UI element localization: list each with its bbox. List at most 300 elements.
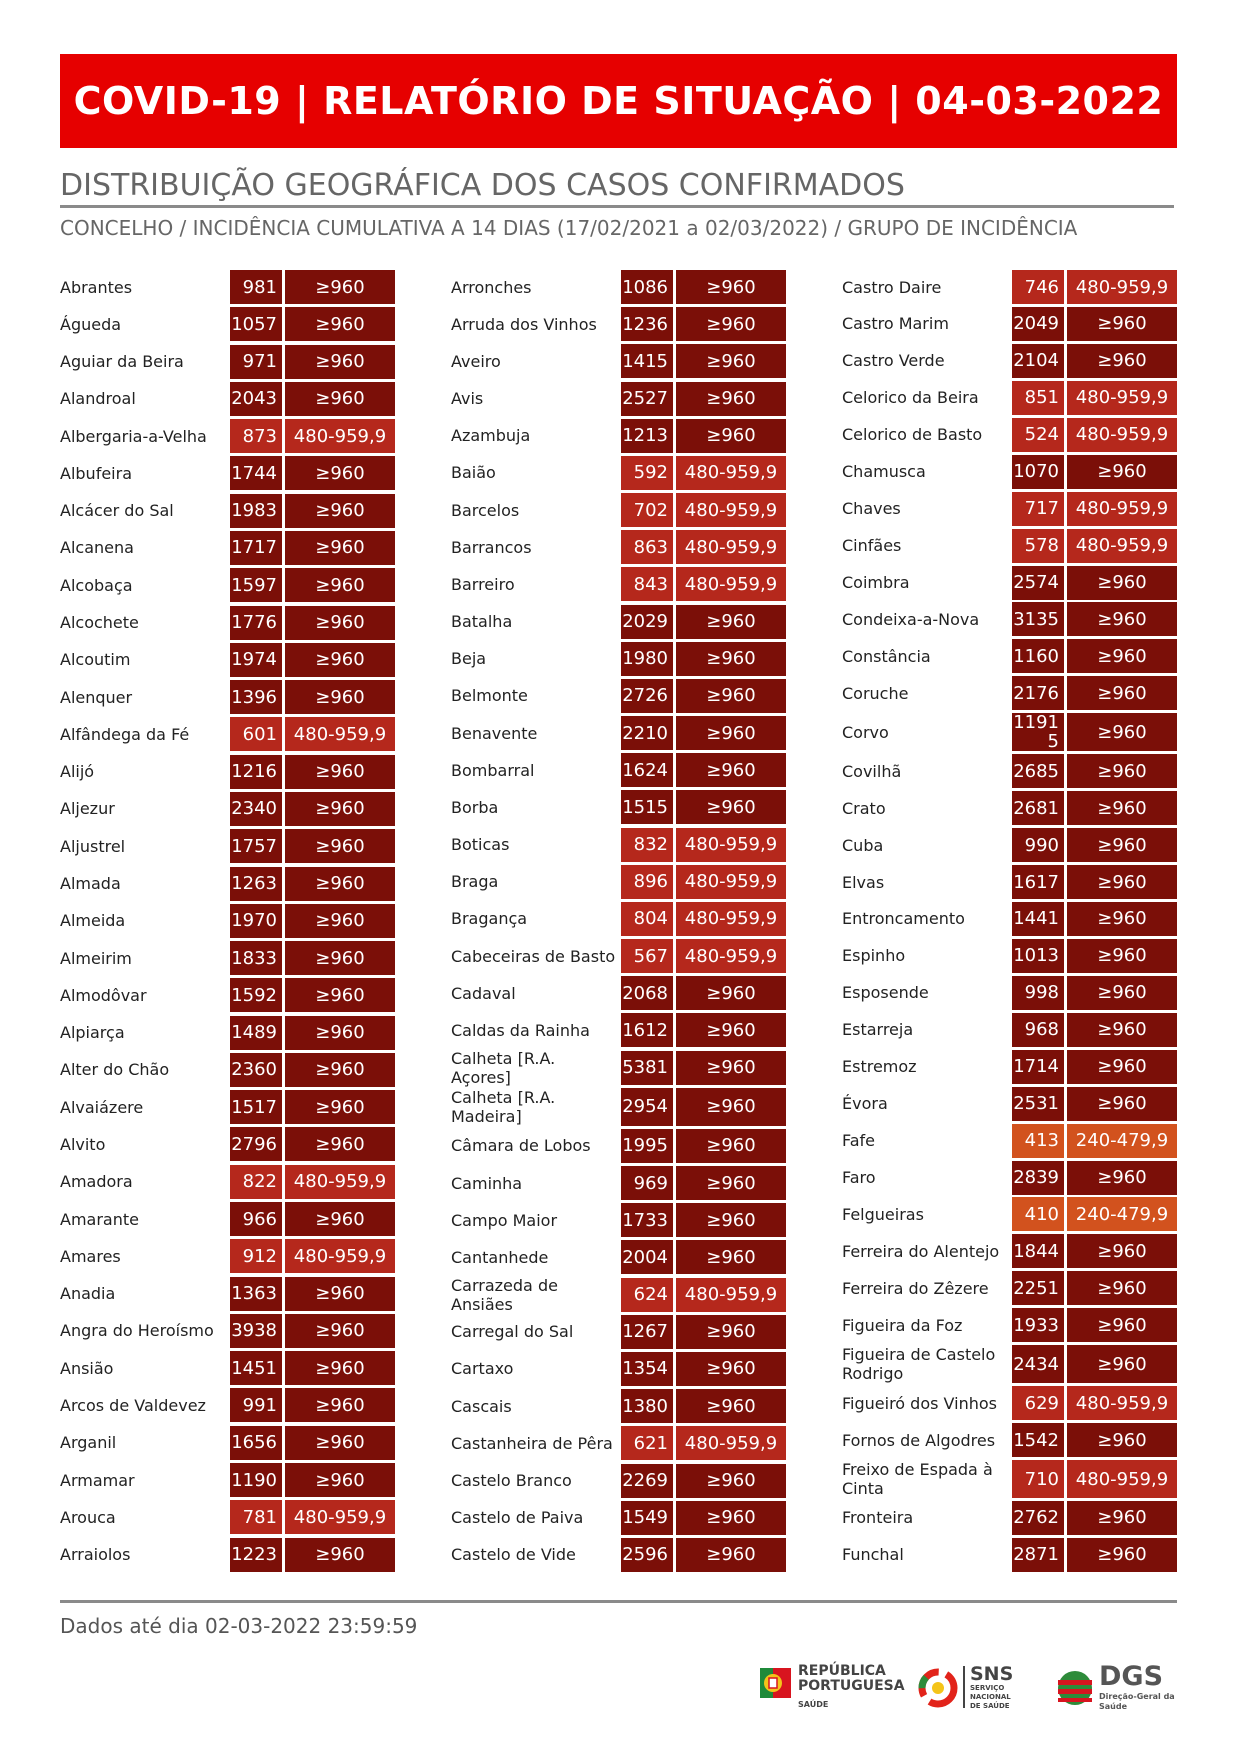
incidence-value: 2796 bbox=[230, 1127, 282, 1161]
municipality-name: Barrancos bbox=[451, 537, 532, 557]
incidence-value: 1013 bbox=[1012, 939, 1064, 973]
municipality-row-alijo bbox=[60, 755, 396, 789]
municipality-name: Évora bbox=[842, 1094, 888, 1114]
municipality-row-campo-maior bbox=[451, 1203, 787, 1237]
incidence-group: ≥960 bbox=[285, 1277, 395, 1311]
incidence-value: 2043 bbox=[230, 382, 282, 416]
municipality-row-funchal bbox=[842, 1538, 1178, 1572]
municipality-name: Calheta [R.A. Madeira] bbox=[451, 1087, 556, 1126]
municipality-row-cadaval bbox=[451, 976, 787, 1010]
incidence-value: 2574 bbox=[1012, 566, 1064, 600]
municipality-row-alcoutim bbox=[60, 643, 396, 677]
incidence-value: 413 bbox=[1012, 1124, 1064, 1158]
incidence-group: 480-959,9 bbox=[285, 1239, 395, 1273]
incidence-value: 990 bbox=[1012, 828, 1064, 862]
incidence-group: ≥960 bbox=[285, 867, 395, 901]
municipality-name: Arronches bbox=[451, 277, 532, 297]
incidence-group: ≥960 bbox=[676, 716, 786, 750]
incidence-group: ≥960 bbox=[676, 1538, 786, 1572]
incidence-value: 998 bbox=[1012, 976, 1064, 1010]
municipality-name: Alijó bbox=[60, 762, 95, 782]
incidence-group: ≥960 bbox=[285, 456, 395, 490]
incidence-group: ≥960 bbox=[285, 1388, 395, 1422]
municipality-row-celorico-de-basto bbox=[842, 418, 1178, 452]
municipality-name: Aljustrel bbox=[60, 836, 126, 856]
incidence-value: 969 bbox=[621, 1166, 673, 1200]
incidence-group: ≥960 bbox=[676, 642, 786, 676]
incidence-value: 1757 bbox=[230, 829, 282, 863]
municipality-row-castelo-de-paiva bbox=[451, 1501, 787, 1535]
incidence-group: ≥960 bbox=[676, 1203, 786, 1237]
incidence-group: ≥960 bbox=[285, 1053, 395, 1087]
municipality-name: Cinfães bbox=[842, 536, 902, 556]
incidence-group: ≥960 bbox=[676, 753, 786, 787]
municipality-row-alcobaca bbox=[60, 568, 396, 602]
incidence-group: 480-959,9 bbox=[676, 902, 786, 936]
incidence-group: ≥960 bbox=[676, 1315, 786, 1349]
incidence-group: ≥960 bbox=[285, 1090, 395, 1124]
municipality-name: Benavente bbox=[451, 723, 538, 743]
municipality-row-felgueiras bbox=[842, 1197, 1178, 1231]
incidence-group: ≥960 bbox=[1067, 828, 1177, 862]
incidence-value: 2596 bbox=[621, 1538, 673, 1572]
incidence-value: 710 bbox=[1012, 1460, 1064, 1498]
municipality-row-castro-marim bbox=[842, 307, 1178, 341]
municipality-name: Belmonte bbox=[451, 686, 528, 706]
incidence-value: 1236 bbox=[621, 307, 673, 341]
incidence-group: 240-479,9 bbox=[1067, 1124, 1177, 1158]
incidence-group: 480-959,9 bbox=[676, 567, 786, 601]
municipality-name: Bragança bbox=[451, 909, 528, 929]
municipality-name: Alandroal bbox=[60, 389, 136, 409]
municipality-name: Caminha bbox=[451, 1173, 523, 1193]
municipality-row-chamusca bbox=[842, 455, 1178, 489]
incidence-value: 1776 bbox=[230, 606, 282, 640]
incidence-value: 2531 bbox=[1012, 1087, 1064, 1121]
incidence-value: 2251 bbox=[1012, 1271, 1064, 1305]
incidence-value: 1213 bbox=[621, 419, 673, 453]
incidence-group: ≥960 bbox=[676, 1389, 786, 1423]
municipality-row-alcacer-do-sal bbox=[60, 494, 396, 528]
municipality-name: Figueira de Castelo Rodrigo bbox=[842, 1345, 996, 1384]
incidence-value: 629 bbox=[1012, 1386, 1064, 1420]
municipality-row-amadora bbox=[60, 1165, 396, 1199]
incidence-group: 480-959,9 bbox=[1067, 270, 1177, 304]
municipality-name: Almodôvar bbox=[60, 985, 147, 1005]
municipality-row-coruche bbox=[842, 676, 1178, 710]
incidence-group: ≥960 bbox=[285, 307, 395, 341]
municipality-name: Baião bbox=[451, 463, 496, 483]
municipality-name: Felgueiras bbox=[842, 1204, 924, 1224]
incidence-value: 804 bbox=[621, 902, 673, 936]
incidence-value: 3938 bbox=[230, 1314, 282, 1348]
municipality-name: Aguiar da Beira bbox=[60, 352, 184, 372]
incidence-group: ≥960 bbox=[285, 1202, 395, 1236]
municipality-row-braganca bbox=[451, 902, 787, 936]
municipality-row-beja bbox=[451, 642, 787, 676]
municipality-name: Aljezur bbox=[60, 799, 115, 819]
incidence-group: 480-959,9 bbox=[676, 456, 786, 490]
municipality-row-fronteira bbox=[842, 1501, 1178, 1535]
incidence-value: 1223 bbox=[230, 1538, 282, 1572]
incidence-group: ≥960 bbox=[1067, 865, 1177, 899]
incidence-value: 2068 bbox=[621, 976, 673, 1010]
municipality-row-celorico-da-beira bbox=[842, 381, 1178, 415]
incidence-group: ≥960 bbox=[285, 680, 395, 714]
incidence-group: ≥960 bbox=[676, 1088, 786, 1126]
incidence-value: 873 bbox=[230, 419, 282, 453]
incidence-group: ≥960 bbox=[1067, 1271, 1177, 1305]
municipality-name: Coruche bbox=[842, 683, 909, 703]
municipality-row-arronches bbox=[451, 270, 787, 304]
incidence-group: 480-959,9 bbox=[1067, 492, 1177, 526]
municipality-name: Carrazeda de Ansiães bbox=[451, 1275, 558, 1314]
municipality-name: Castro Marim bbox=[842, 314, 949, 334]
incidence-value: 1396 bbox=[230, 680, 282, 714]
incidence-value: 1933 bbox=[1012, 1308, 1064, 1342]
incidence-value: 1717 bbox=[230, 531, 282, 565]
municipality-row-avis bbox=[451, 382, 787, 416]
dgs-text: DGS bbox=[1099, 1661, 1164, 1692]
municipality-row-alpiarca bbox=[60, 1016, 396, 1050]
municipality-name: Cascais bbox=[451, 1396, 512, 1416]
incidence-value: 2762 bbox=[1012, 1501, 1064, 1535]
incidence-value: 1517 bbox=[230, 1090, 282, 1124]
incidence-group: 480-959,9 bbox=[285, 1500, 395, 1534]
incidence-value: 843 bbox=[621, 567, 673, 601]
municipality-row-almada bbox=[60, 867, 396, 901]
municipality-name: Espinho bbox=[842, 946, 906, 966]
municipality-name: Carregal do Sal bbox=[451, 1322, 574, 1342]
municipality-row-figueira-de-castelo-rodrigo bbox=[842, 1345, 1178, 1383]
data-timestamp: Dados até dia 02-03-2022 23:59:59 bbox=[60, 1614, 418, 1638]
incidence-value: 1160 bbox=[1012, 639, 1064, 673]
incidence-value: 1833 bbox=[230, 941, 282, 975]
incidence-value: 1714 bbox=[1012, 1050, 1064, 1084]
incidence-value: 578 bbox=[1012, 529, 1064, 563]
incidence-group: 480-959,9 bbox=[285, 1165, 395, 1199]
incidence-value: 1549 bbox=[621, 1501, 673, 1535]
incidence-group: ≥960 bbox=[1067, 1087, 1177, 1121]
incidence-group: ≥960 bbox=[1067, 976, 1177, 1010]
municipality-row-abrantes bbox=[60, 270, 396, 304]
incidence-group: ≥960 bbox=[285, 829, 395, 863]
incidence-group: ≥960 bbox=[1067, 1161, 1177, 1195]
municipality-row-cantanhede bbox=[451, 1240, 787, 1274]
sns-text: SNS bbox=[970, 1663, 1014, 1685]
municipality-name: Estremoz bbox=[842, 1057, 917, 1077]
municipality-row-arcos-de-valdevez bbox=[60, 1388, 396, 1422]
incidence-value: 410 bbox=[1012, 1197, 1064, 1231]
section-title: DISTRIBUIÇÃO GEOGRÁFICA DOS CASOS CONFIRMADOS bbox=[60, 168, 1174, 208]
incidence-value: 1733 bbox=[621, 1203, 673, 1237]
incidence-value: 2839 bbox=[1012, 1161, 1064, 1195]
municipality-name: Freixo de Espada à Cinta bbox=[842, 1460, 993, 1498]
incidence-value: 2269 bbox=[621, 1464, 673, 1498]
report-banner bbox=[60, 54, 1177, 148]
municipality-name: Constância bbox=[842, 646, 931, 666]
municipality-name: Barcelos bbox=[451, 500, 520, 520]
municipality-name: Faro bbox=[842, 1168, 876, 1187]
municipality-row-angra-do-heroismo bbox=[60, 1314, 396, 1348]
municipality-row-freixo-de-espada-a-cinta bbox=[842, 1460, 1178, 1498]
incidence-value: 11915 bbox=[1012, 713, 1064, 751]
municipality-row-calheta-r-a-madeira bbox=[451, 1088, 787, 1126]
incidence-group: ≥960 bbox=[1067, 307, 1177, 341]
municipality-row-calheta-r-a-acores bbox=[451, 1048, 787, 1087]
municipality-name: Angra do Heroísmo bbox=[60, 1321, 214, 1341]
municipality-name: Arouca bbox=[60, 1507, 116, 1527]
incidence-group: 480-959,9 bbox=[676, 828, 786, 862]
municipality-row-alfandega-da-fe bbox=[60, 717, 396, 751]
municipality-name: Cabeceiras de Basto bbox=[451, 946, 616, 966]
municipality-name: Arganil bbox=[60, 1433, 117, 1453]
incidence-value: 1267 bbox=[621, 1315, 673, 1349]
dgs-sub: Direção-Geral da Saúde bbox=[1099, 1692, 1175, 1711]
municipality-row-azambuja bbox=[451, 419, 787, 453]
incidence-value: 717 bbox=[1012, 492, 1064, 526]
municipality-name: Alenquer bbox=[60, 687, 133, 707]
municipality-row-figueiro-dos-vinhos bbox=[842, 1386, 1178, 1420]
municipality-name: Covilhã bbox=[842, 761, 902, 781]
municipality-row-castanheira-de-pera bbox=[451, 1426, 787, 1460]
municipality-row-covilha bbox=[842, 754, 1178, 788]
incidence-group: ≥960 bbox=[1067, 1308, 1177, 1342]
incidence-group: ≥960 bbox=[1067, 566, 1177, 600]
municipality-name: Figueiró dos Vinhos bbox=[842, 1393, 997, 1413]
incidence-value: 2004 bbox=[621, 1240, 673, 1274]
incidence-value: 822 bbox=[230, 1165, 282, 1199]
coat-of-arms-icon bbox=[760, 1664, 794, 1710]
incidence-value: 1970 bbox=[230, 904, 282, 938]
incidence-value: 2871 bbox=[1012, 1538, 1064, 1572]
municipality-name: Fornos de Algodres bbox=[842, 1430, 996, 1450]
incidence-value: 2029 bbox=[621, 605, 673, 639]
municipality-row-alter-do-chao bbox=[60, 1053, 396, 1087]
incidence-value: 1542 bbox=[1012, 1423, 1064, 1457]
incidence-value: 851 bbox=[1012, 381, 1064, 415]
municipality-row-elvas bbox=[842, 865, 1178, 899]
incidence-value: 1995 bbox=[621, 1129, 673, 1163]
incidence-group: 480-959,9 bbox=[676, 865, 786, 899]
incidence-group: ≥960 bbox=[1067, 639, 1177, 673]
municipality-row-cabeceiras-de-basto bbox=[451, 939, 787, 973]
incidence-value: 1592 bbox=[230, 978, 282, 1012]
municipality-row-castro-verde bbox=[842, 344, 1178, 378]
municipality-name: Batalha bbox=[451, 612, 513, 632]
section-subtitle: CONCELHO / INCIDÊNCIA CUMULATIVA A 14 DIAS (17/02/2021 a 02/03/2022) / GRUPO DE INCIDÊNCIA bbox=[60, 216, 1078, 240]
municipality-name: Azambuja bbox=[451, 426, 531, 446]
incidence-group: ≥960 bbox=[676, 605, 786, 639]
incidence-value: 1515 bbox=[621, 790, 673, 824]
incidence-group: ≥960 bbox=[676, 1051, 786, 1085]
incidence-value: 2527 bbox=[621, 382, 673, 416]
municipality-row-cartaxo bbox=[451, 1352, 787, 1386]
incidence-group: ≥960 bbox=[285, 606, 395, 640]
municipality-row-ferreira-do-alentejo bbox=[842, 1234, 1178, 1268]
incidence-value: 2104 bbox=[1012, 344, 1064, 378]
incidence-group: 240-479,9 bbox=[1067, 1197, 1177, 1231]
municipality-name: Campo Maior bbox=[451, 1210, 558, 1230]
municipality-name: Ferreira do Zêzere bbox=[842, 1278, 989, 1298]
incidence-group: ≥960 bbox=[1067, 791, 1177, 825]
incidence-group: ≥960 bbox=[285, 1538, 395, 1572]
incidence-value: 1415 bbox=[621, 344, 673, 378]
incidence-value: 981 bbox=[230, 270, 282, 304]
incidence-group: ≥960 bbox=[676, 1129, 786, 1163]
municipality-name: Chamusca bbox=[842, 462, 926, 482]
municipality-name: Castro Verde bbox=[842, 351, 945, 371]
municipality-row-arraiolos bbox=[60, 1538, 396, 1572]
incidence-value: 966 bbox=[230, 1202, 282, 1236]
incidence-value: 1263 bbox=[230, 867, 282, 901]
municipality-row-estarreja bbox=[842, 1013, 1178, 1047]
incidence-group: ≥960 bbox=[1067, 455, 1177, 489]
incidence-group: ≥960 bbox=[676, 307, 786, 341]
republica-line-1: REPÚBLICA bbox=[798, 1663, 886, 1679]
municipality-row-baiao bbox=[451, 456, 787, 490]
municipality-row-entroncamento bbox=[842, 902, 1178, 936]
municipality-name: Borba bbox=[451, 797, 499, 817]
incidence-value: 524 bbox=[1012, 418, 1064, 452]
incidence-group: 480-959,9 bbox=[1067, 1460, 1177, 1498]
municipality-name: Barreiro bbox=[451, 574, 515, 594]
incidence-value: 1451 bbox=[230, 1351, 282, 1385]
incidence-group: ≥960 bbox=[676, 976, 786, 1010]
municipality-name: Amares bbox=[60, 1246, 121, 1266]
municipality-name: Albergaria-a-Velha bbox=[60, 426, 207, 446]
municipality-row-esposende bbox=[842, 976, 1178, 1010]
incidence-value: 2685 bbox=[1012, 754, 1064, 788]
municipality-row-aveiro bbox=[451, 344, 787, 378]
municipality-name: Celorico da Beira bbox=[842, 388, 979, 408]
municipality-row-braga bbox=[451, 865, 787, 899]
incidence-value: 2360 bbox=[230, 1053, 282, 1087]
municipality-name: Alcoutim bbox=[60, 650, 131, 670]
incidence-group: ≥960 bbox=[1067, 602, 1177, 636]
municipality-row-alcanena bbox=[60, 531, 396, 565]
municipality-name: Funchal bbox=[842, 1545, 904, 1565]
incidence-value: 2681 bbox=[1012, 791, 1064, 825]
incidence-group: ≥960 bbox=[676, 1501, 786, 1535]
incidence-group: 480-959,9 bbox=[676, 1426, 786, 1460]
incidence-value: 832 bbox=[621, 828, 673, 862]
municipality-row-coimbra bbox=[842, 566, 1178, 600]
incidence-group: ≥960 bbox=[285, 978, 395, 1012]
municipality-row-amarante bbox=[60, 1202, 396, 1236]
incidence-value: 1974 bbox=[230, 643, 282, 677]
incidence-value: 1354 bbox=[621, 1352, 673, 1386]
municipality-row-aguiar-da-beira bbox=[60, 345, 396, 379]
incidence-value: 567 bbox=[621, 939, 673, 973]
municipality-row-agueda bbox=[60, 307, 396, 341]
municipality-column-2 bbox=[451, 270, 787, 1572]
municipality-name: Alcobaça bbox=[60, 575, 133, 595]
municipality-row-castelo-de-vide bbox=[451, 1538, 787, 1572]
incidence-group: ≥960 bbox=[285, 531, 395, 565]
municipality-row-evora bbox=[842, 1087, 1178, 1121]
incidence-group: ≥960 bbox=[1067, 939, 1177, 973]
municipality-name: Anadia bbox=[60, 1284, 116, 1304]
municipality-name: Armamar bbox=[60, 1470, 135, 1490]
municipality-row-alvaiazere bbox=[60, 1090, 396, 1124]
municipality-name: Alvito bbox=[60, 1134, 106, 1154]
municipality-name: Castelo de Vide bbox=[451, 1545, 576, 1565]
incidence-group: ≥960 bbox=[285, 1351, 395, 1385]
incidence-group: ≥960 bbox=[676, 1464, 786, 1498]
municipality-row-castro-daire bbox=[842, 270, 1178, 304]
municipality-row-crato bbox=[842, 791, 1178, 825]
incidence-group: ≥960 bbox=[1067, 713, 1177, 751]
municipality-row-carregal-do-sal bbox=[451, 1315, 787, 1349]
republica-sub: SAÚDE bbox=[798, 1700, 829, 1709]
incidence-group: ≥960 bbox=[676, 382, 786, 416]
incidence-group: ≥960 bbox=[285, 494, 395, 528]
incidence-value: 912 bbox=[230, 1239, 282, 1273]
incidence-value: 2176 bbox=[1012, 676, 1064, 710]
municipality-row-alenquer bbox=[60, 680, 396, 714]
municipality-name: Alpiarça bbox=[60, 1023, 125, 1043]
incidence-group: ≥960 bbox=[1067, 754, 1177, 788]
municipality-row-almeirim bbox=[60, 941, 396, 975]
incidence-group: 480-959,9 bbox=[676, 493, 786, 527]
incidence-group: ≥960 bbox=[285, 755, 395, 789]
incidence-value: 1612 bbox=[621, 1013, 673, 1047]
incidence-group: ≥960 bbox=[1067, 1345, 1177, 1383]
municipality-row-figueira-da-foz bbox=[842, 1308, 1178, 1342]
incidence-value: 702 bbox=[621, 493, 673, 527]
sns-emblem-icon bbox=[918, 1668, 958, 1708]
incidence-value: 2210 bbox=[621, 716, 673, 750]
municipality-name: Ansião bbox=[60, 1358, 114, 1378]
municipality-name: Bombarral bbox=[451, 760, 535, 780]
incidence-group: 480-959,9 bbox=[1067, 418, 1177, 452]
incidence-value: 1441 bbox=[1012, 902, 1064, 936]
municipality-row-castelo-branco bbox=[451, 1464, 787, 1498]
incidence-value: 1744 bbox=[230, 456, 282, 490]
incidence-value: 968 bbox=[1012, 1013, 1064, 1047]
incidence-group: 480-959,9 bbox=[285, 419, 395, 453]
municipality-row-corvo bbox=[842, 713, 1178, 751]
incidence-value: 1086 bbox=[621, 270, 673, 304]
report-title: COVID-19 | RELATÓRIO DE SITUAÇÃO | 04-03-2022 bbox=[73, 79, 1164, 123]
municipality-name: Aveiro bbox=[451, 351, 501, 371]
municipality-row-barcelos bbox=[451, 493, 787, 527]
municipality-name: Arruda dos Vinhos bbox=[451, 314, 597, 334]
municipality-row-espinho bbox=[842, 939, 1178, 973]
incidence-group: ≥960 bbox=[1067, 1423, 1177, 1457]
republica-line-2: PORTUGUESA bbox=[798, 1678, 905, 1694]
municipality-name: Alfândega da Fé bbox=[60, 724, 190, 744]
municipality-name: Cuba bbox=[842, 835, 884, 855]
incidence-group: ≥960 bbox=[285, 568, 395, 602]
municipality-row-ansiao bbox=[60, 1351, 396, 1385]
incidence-group: ≥960 bbox=[1067, 1050, 1177, 1084]
incidence-group: ≥960 bbox=[285, 643, 395, 677]
municipality-name: Cartaxo bbox=[451, 1359, 514, 1379]
incidence-group: ≥960 bbox=[1067, 1538, 1177, 1572]
municipality-name: Castanheira de Pêra bbox=[451, 1433, 613, 1453]
municipality-row-anadia bbox=[60, 1277, 396, 1311]
municipality-name: Cadaval bbox=[451, 983, 516, 1003]
incidence-value: 1070 bbox=[1012, 455, 1064, 489]
municipality-row-fornos-de-algodres bbox=[842, 1423, 1178, 1457]
incidence-group: ≥960 bbox=[676, 679, 786, 713]
incidence-group: 480-959,9 bbox=[676, 530, 786, 564]
municipality-row-benavente bbox=[451, 716, 787, 750]
incidence-value: 1216 bbox=[230, 755, 282, 789]
incidence-value: 746 bbox=[1012, 270, 1064, 304]
